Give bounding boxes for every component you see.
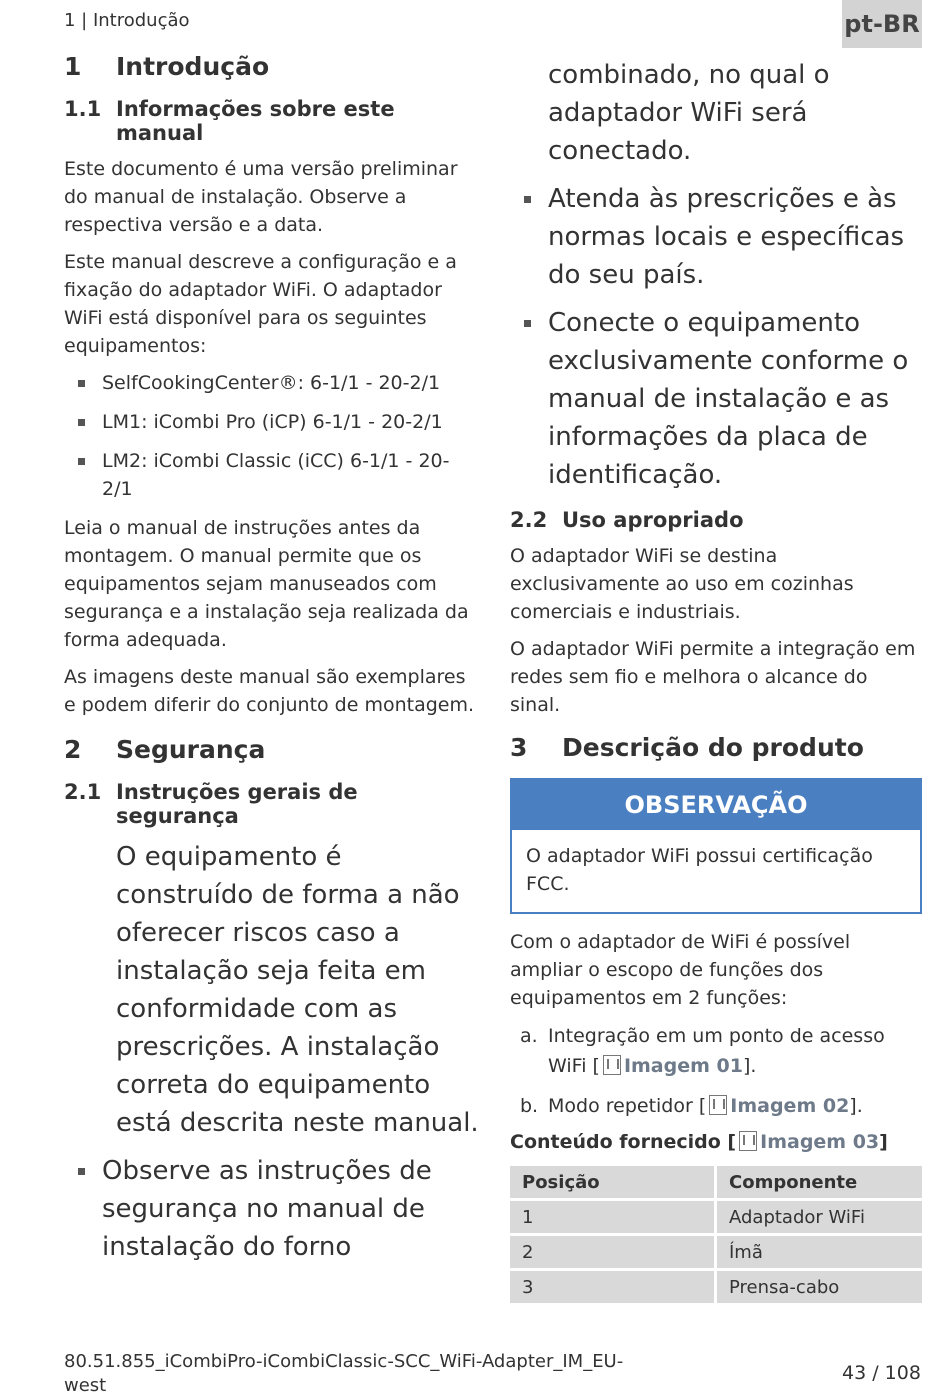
paragraph: Leia o manual de instruções antes da montagem. O manual permite que os equipamentos sejam manuseados com segurança e a instalação seja realizada da forma adequada. (64, 517, 469, 651)
contents-heading: Conteúdo fornecido [ Imagem 03] (510, 1131, 888, 1153)
paragraph: Com o adaptador de WiFi é possível ampliar o escopo de funções dos equipamentos em 2 funções: (510, 931, 851, 1009)
list-item: Conecte o equipamento exclusivamente conforme o manual de instalação e as informações da placa de identificação. (510, 304, 922, 494)
list-item: LM2: iCombi Classic (iCC) 6-1/1 - 20-2/1 (64, 447, 479, 503)
list-item: b. Modo repetidor [ Imagem 02]. (520, 1095, 863, 1117)
language-badge: pt-BR (842, 0, 922, 48)
paragraph: O adaptador WiFi permite a integração em redes sem fio e melhora o alcance do sinal. (510, 638, 916, 716)
paragraph: As imagens deste manual são exemplares e podem diferir do conjunto de montagem. (64, 666, 475, 716)
contents-table (507, 1163, 925, 1306)
heading-intended-use: 2.2 Uso apropriado (510, 508, 744, 532)
safety-list (64, 1152, 479, 1266)
document-id: 80.51.855_iCombiPro-iCombiClassic-SCC_WiFi-Adapter_IM_EU-west (64, 1351, 624, 1396)
page-number: 43 / 108 (842, 1362, 921, 1384)
list-item: SelfCookingCenter®: 6-1/1 - 20-2/1 (64, 369, 479, 397)
heading-introduction: 1 Introdução (64, 52, 270, 81)
safety-list-continued (510, 180, 922, 494)
image-link[interactable]: Imagem 03 (760, 1131, 880, 1153)
column-header: Posição (510, 1166, 714, 1198)
note-text: O adaptador WiFi possui certificação FCC. (526, 845, 873, 895)
function-list (510, 1021, 922, 1121)
table-cell: Adaptador WiFi (717, 1201, 922, 1233)
image-reference-icon (603, 1055, 621, 1075)
table-cell: 3 (510, 1271, 714, 1303)
continued-text: combinado, no qual o adaptador WiFi será conectado. (548, 60, 830, 166)
table-row (510, 1271, 922, 1303)
table-header-row (510, 1166, 922, 1198)
left-column (64, 52, 479, 1276)
table-row (510, 1236, 922, 1268)
paragraph: O adaptador WiFi se destina exclusivamente ao uso em cozinhas comerciais e industriais. (510, 545, 854, 623)
paragraph: Este manual descreve a configuração e a fixação do adaptador WiFi. O adaptador WiFi está disponível para os seguintes equipamentos: (64, 251, 457, 357)
table-cell: 2 (510, 1236, 714, 1268)
column-header: Componente (717, 1166, 922, 1198)
table-cell: Ímã (717, 1236, 922, 1268)
right-column (510, 56, 922, 1306)
heading-general-safety: 2.1 Instruções gerais de segurança (64, 780, 358, 828)
heading-safety: 2 Segurança (64, 735, 266, 764)
heading-manual-info: 1.1 Informações sobre este manual (64, 97, 395, 145)
device-list (64, 369, 479, 503)
table-cell: Prensa-cabo (717, 1271, 922, 1303)
image-reference-icon (739, 1131, 757, 1151)
running-header: 1 | Introdução (64, 10, 190, 31)
paragraph: Este documento é uma versão preliminar do manual de instalação. Observe a respectiva versão e a data. (64, 158, 458, 236)
image-link[interactable]: Imagem 01 (623, 1055, 743, 1077)
image-reference-icon (709, 1095, 727, 1115)
list-item: Atenda às prescrições e às normas locais e específicas do seu país. (510, 180, 922, 294)
note-title: OBSERVAÇÃO (512, 780, 920, 830)
image-link[interactable]: Imagem 02 (730, 1095, 850, 1117)
table-row (510, 1201, 922, 1233)
note-box (510, 778, 922, 914)
list-item: a. Integração em um ponto de acesso WiFi [ Imagem 01]. (520, 1025, 885, 1077)
list-item: LM1: iCombi Pro (iCP) 6-1/1 - 20-2/1 (64, 408, 479, 436)
safety-intro: O equipamento é construído de forma a não oferecer riscos caso a instalação seja feita em conformidade com as prescrições. A instalação correta do equipamento está descrita neste manual. (116, 842, 479, 1138)
heading-product-description: 3 Descrição do produto (510, 733, 864, 762)
table-cell: 1 (510, 1201, 714, 1233)
list-item: Observe as instruções de segurança no manual de instalação do forno (64, 1152, 479, 1266)
